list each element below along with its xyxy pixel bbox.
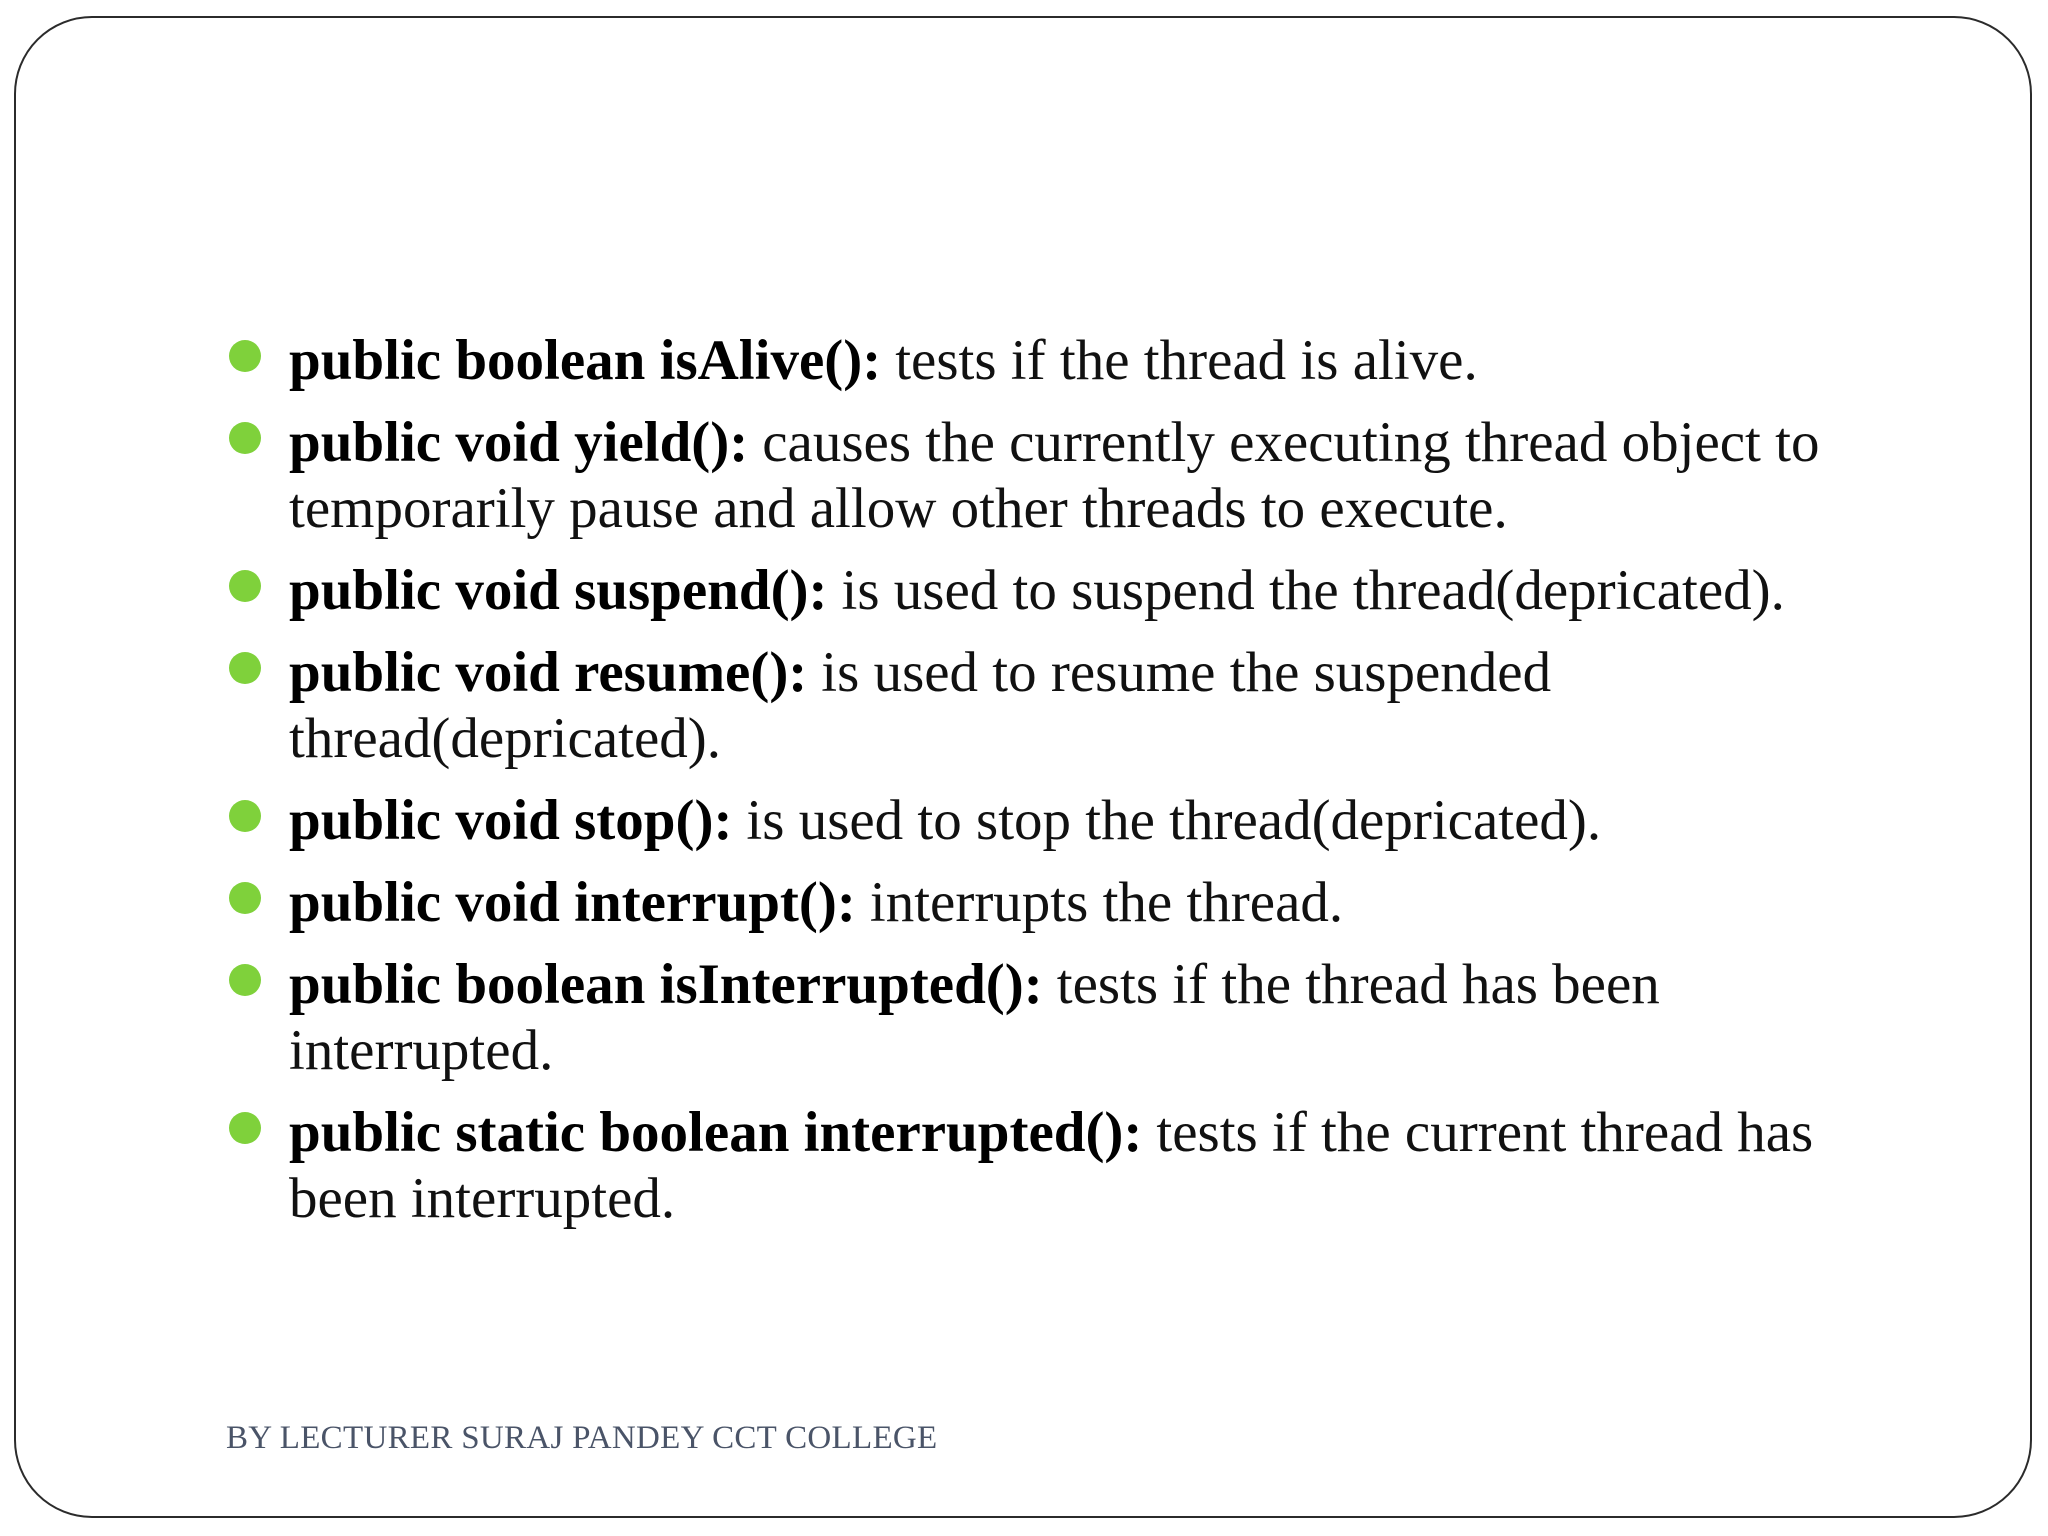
method-signature: public void stop(): [289, 789, 733, 852]
method-description: causes the currently executing thread object to temporarily pause and allow other threads to execute. [289, 411, 1820, 540]
list-item-interrupt [226, 870, 1926, 936]
bullet-dot-icon [229, 1112, 261, 1144]
list-item-stop [226, 788, 1926, 854]
method-list [226, 328, 1926, 1248]
method-description: is used to stop the thread(depricated). [746, 789, 1602, 852]
method-description: tests if the current thread has been interrupted. [289, 1101, 1814, 1230]
method-signature: public void yield(): [289, 411, 749, 474]
method-signature: public void suspend(): [289, 559, 828, 622]
method-signature: public static boolean interrupted(): [289, 1101, 1143, 1164]
method-description: is used to resume the suspended thread(depricated). [289, 641, 1552, 770]
list-item-resume [226, 640, 1926, 772]
bullet-dot-icon [229, 882, 261, 914]
slide-footer: BY LECTURER SURAJ PANDEY CCT COLLEGE [226, 1420, 938, 1456]
method-signature: public boolean isAlive(): [289, 329, 882, 392]
bullet-dot-icon [229, 570, 261, 602]
list-item-isalive [226, 328, 1926, 394]
list-item-yield [226, 410, 1926, 542]
bullet-dot-icon [229, 422, 261, 454]
bullet-dot-icon [229, 800, 261, 832]
method-description: is used to suspend the thread(depricated). [841, 559, 1785, 622]
method-signature: public boolean isInterrupted(): [289, 953, 1043, 1016]
method-description: interrupts the thread. [869, 871, 1344, 934]
list-item-suspend [226, 558, 1926, 624]
list-item-isinterrupted [226, 952, 1926, 1084]
list-item-interrupted [226, 1100, 1926, 1232]
method-description: tests if the thread has been interrupted. [289, 953, 1660, 1082]
bullet-dot-icon [229, 652, 261, 684]
method-description: tests if the thread is alive. [895, 329, 1478, 392]
bullet-dot-icon [229, 340, 261, 372]
bullet-dot-icon [229, 964, 261, 996]
method-signature: public void interrupt(): [289, 871, 856, 934]
method-signature: public void resume(): [289, 641, 808, 704]
